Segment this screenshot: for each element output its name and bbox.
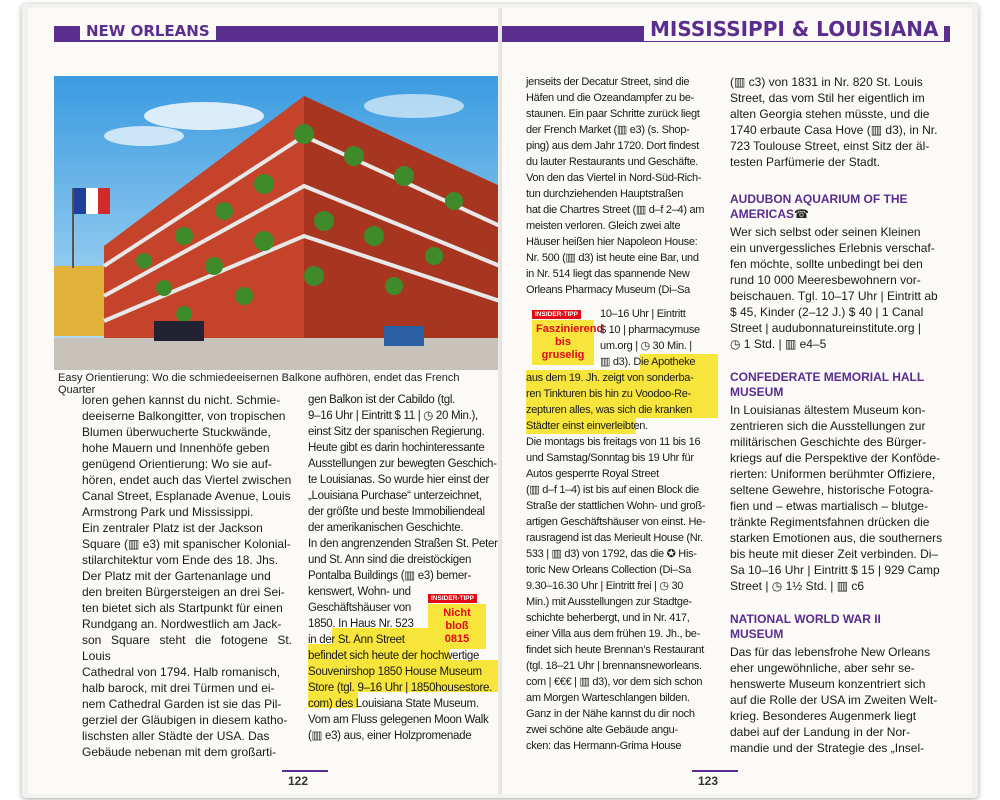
page-number-rule — [282, 770, 328, 772]
right-column-1-top: jenseits der Decatur Street, sind die Häfen und die Ozeandampfer zu be- staunen. Ein paar Schritte zurück liegt der French Market (▥ e3) (s. Shop- ping) aus dem Jahr 1720. Dort findest du lauter Restaurants und Geschäfte. Von den das Viertel in Nord-Süd-Rich- tun durchziehenden Hauptstraßen hat die Chartres Street (▥ d–f 2–4) am meisten verloren. Gleich zwei alte Häuser heißen hier Napoleon House: Nr. 500 (▥ d3) ist heute eine Bar, und in Nr. 514 liegt das spannende New Orleans Pharmacy Museum (Di–Sa — [526, 76, 705, 296]
insider-tip-label: INSIDER-TIPP — [428, 594, 477, 603]
insider-tip-text: Faszinierend bis gruselig — [532, 320, 594, 365]
left-column-1: loren gehen kannst du nicht. Schmie- deeiserne Balkongitter, von tropischen Blumen überwucherte Stuckwände, hohe Mauern und Innenhöfe geben genügend Orientierung: Wo sie auf- hören, endet auch das Viertel zwischen Canal Street, Esplanade Avenue, Louis Armstrong Park und Mississippi. Ein zentraler Platz ist der Jackson Square (▥ e3) mit spanischer Kolonial- stilarchitektur vom Ende des 18. Jhs. Der Platz mit der Gartenanlage und den breiten Bürgersteigen an drei Sei- ten bietet sich als Startpunkt für einen Rundgang an. Nordwestlich am Jack- son Square steht die fotogene St. Louis Cathedral von 1794. Halb romanisch, halb barock, mit drei Türmen und ei- nem Cathedral Garden ist sie das Pil- gerziel der Gläubigen in diesem katho- lischsten aller Städte der USA. Das Gebäude nebenan mit dem großarti- — [82, 393, 292, 759]
section-body-aquarium: Wer sich selbst oder seinen Kleinen ein unvergessliches Erlebnis verschaf- fen möchte, sollte unbedingt bei den rund 10 000 Meeresbewohnern vor- beischauen. Tgl. 10–17 Uhr | Eintritt ab $ 45, Kinder (2–12 J.) $ 40 | 1 Canal Street | audubonnatureinstitute.org | ◷ 1 Std. | ▥ e4–5 — [730, 225, 938, 351]
right-column-1-bottom: aus dem 19. Jh. zeigt von sonderba- ren Tinkturen bis hin zu Voodoo-Re- zepturen alles, was sich die kranken Städter einst einverleibten. Die montags bis freitags von 11 bis 16 und Samstag/Sonntag bis 19 Uhr für Autos gesperrte Royal Street (▥ d–f 1–4) ist bis auf einen Block die Straße der stattlichen Wohn- und groß- artigen Geschäftshäuser von einst. He- rausragend ist das Merieult House (Nr. 533 | ▥ d3) von 1792, das die ✪ His- toric New Orleans Collection (Di–Sa 9.30–16.30 Uhr | Eintritt frei | ◷ 30 Min.) mit Ausstellungen zur Stadtge- schichte beherbergt, und in Nr. 417, einer Villa aus dem frühen 19. Jh., be- findet sich heute Brennan’s Restaurant (tgl. 18–21 Uhr | brennansneworleans. com | €€€ | ▥ d3), vor dem sich schon am Morgen Warteschlangen bilden. Ganz in der Nähe kannst du dir noch zwei schöne alte Gebäude angu- cken: das Hermann-Grima House — [526, 372, 706, 752]
section-title-aquarium: AUDUBON AQUARIUM OF THE AMERICAS — [730, 192, 908, 221]
section-title-confederate: CONFEDERATE MEMORIAL HALL MUSEUM — [730, 370, 925, 399]
french-quarter-photo — [54, 76, 498, 370]
right-column-1-narrow: 10–16 Uhr | Eintritt $ 10 | pharmacymuse um.org | ◷ 30 Min. | ▥ d3). Die Apotheke — [600, 308, 700, 368]
photo-caption: Easy Orientierung: Wo die schmiedeeisernen Balkone aufhören, endet das French Quarter — [58, 372, 460, 396]
left-page — [28, 8, 498, 794]
page-number: 123 — [698, 774, 719, 788]
section-body-ww2: Das für das lebensfrohe New Orleans eher ungewöhnliche, aber sehr se- henswerte Museum konzentriert sich auf die Rolle der USA im Zweiten Welt- krieg. Besonderes Augenmerk liegt dabei auf der Landung in der Nor- mandie und der Strategie des „Insel- — [730, 645, 938, 755]
open-guidebook — [22, 4, 978, 798]
header-title: MISSISSIPPI & LOUISIANA — [644, 17, 944, 41]
page-number-rule — [692, 770, 738, 772]
section-body-confederate: In Louisianas ältestem Museum kon- zentrieren sich die Ausstellungen zur militärischen Geschichte des Bürger- kriegs auf die Perspektive der Konföde- rierten: Uniformen berühmter Offiziere, seltene Gewehre, historische Fotogra- fien und – etwas martialisch – blutge- tränkte Regimentsfahnen drücken die starken Emotionen aus, die southerners bis heute mit dieser Zeit verbinden. Di– Sa 10–16 Uhr | Eintritt $ 15 | 929 Camp Street | ◷ 1½ Std. | ▥ c6 — [730, 403, 943, 593]
insider-tip-label: INSIDER-TIPP — [532, 310, 581, 319]
page-number: 122 — [288, 774, 309, 788]
right-page — [502, 8, 972, 794]
header-title: NEW ORLEANS — [80, 22, 216, 40]
left-column-2: gen Balkon ist der Cabildo (tgl. 9–16 Uhr | Eintritt $ 11 | ◷ 20 Min.), einst Sitz der spanischen Regierung. Heute gibt es darin hochinteressante Ausstellungen zur bewegten Geschich- te Louisianas. So wurde hier einst der „Louisiana Purchase“ unterzeichnet, der größte und beste Immobiliendeal der amerikanischen Geschichte. In den angrenzenden Straßen St. Peter und St. Ann sind die dreistöckigen Pontalba Buildings (▥ e3) bemer- kenswert, Wohn- und Geschäftshäuser von 1850. In Haus Nr. 523 in der St. Ann Street befindet sich heute der hochwertige Souvenirshop 1850 House Museum Store (tgl. 9–16 Uhr | 1850housestore. com) des Louisiana State Museum. Vom am Fluss gelegenen Moon Walk (▥ e3) aus, einer Holzpromenade — [308, 394, 498, 742]
right-column-2-intro: (▥ c3) von 1831 in Nr. 820 St. Louis Street, das vom Stil her eigentlich im alten Georgia stehen müsste, und die 1740 erbaute Casa Hove (▥ d3), in Nr. 723 Toulouse Street, einst Sitz der äl- testen Parfümerie der Stadt. — [730, 75, 938, 169]
family-icon: ☎ — [794, 207, 809, 221]
insider-tip-text: Nicht bloß 0815 — [428, 604, 486, 649]
section-title-ww2: NATIONAL WORLD WAR II MUSEUM — [730, 612, 881, 641]
